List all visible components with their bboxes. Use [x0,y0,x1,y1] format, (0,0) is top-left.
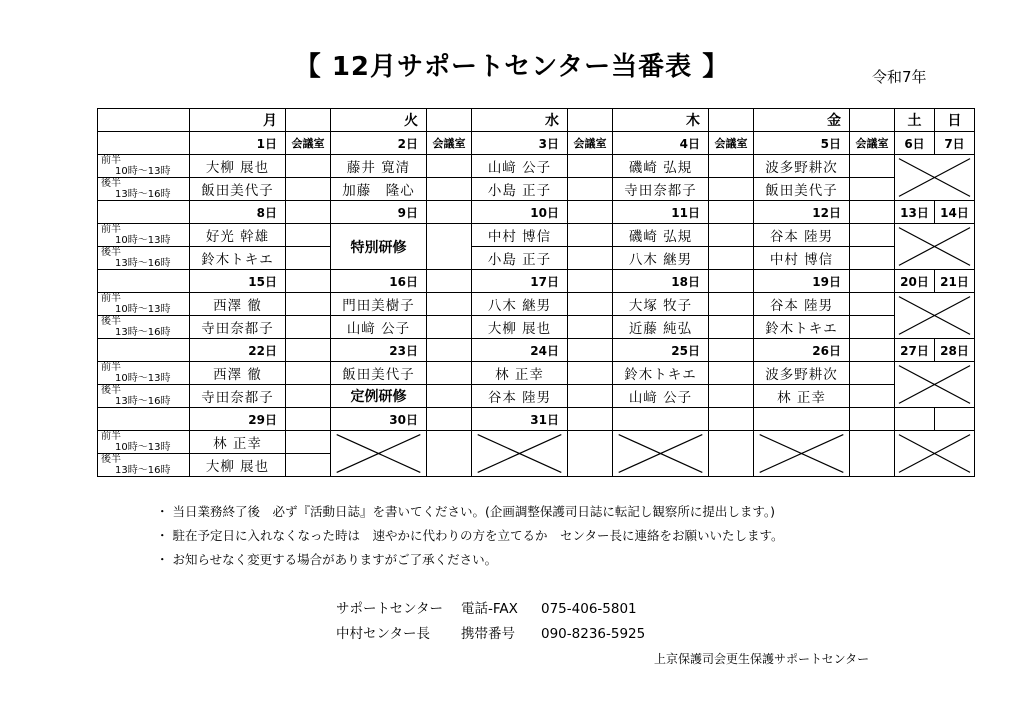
pm-slot-label: 後半 13時〜16時 [98,247,190,270]
meeting-room-header: 会議室 [568,132,613,155]
duty-name: 大柳 展也 [472,316,568,339]
duty-name: 山﨑 公子 [331,316,427,339]
date-cell: 6日 [895,132,935,155]
date-cell: 21日 [935,270,975,293]
date-cell: 5日 [754,132,850,155]
duty-name: 門田美樹子 [331,293,427,316]
closed-cross-mark [895,431,975,477]
date-cell: 9日 [331,201,427,224]
duty-name: 好光 幹雄 [190,224,286,247]
am-row [98,155,975,178]
date-row [98,201,975,224]
note-item: ・ 駐在予定日に入れなくなった時は 速やかに代わりの方を立てるか センター長に連絡をお願いいたします。 [156,528,784,543]
mobile-label: 携帯番号 [461,626,515,642]
weekday-fri: 金 [754,109,850,132]
duty-name: 林 正幸 [190,431,286,454]
duty-name: 波多野耕次 [754,155,850,178]
pm-slot-label: 後半 13時〜16時 [98,178,190,201]
meeting-room-header: 会議室 [709,132,754,155]
date-cell: 1日 [190,132,286,155]
closed-cross-mark [895,155,975,201]
date-cell: 29日 [190,408,286,431]
date-cell: 25日 [613,339,709,362]
duty-name: 谷本 陸男 [754,224,850,247]
duty-name: 八木 継男 [613,247,709,270]
date-row [98,270,975,293]
am-row [98,224,975,247]
pm-row [98,316,975,339]
am-row [98,431,975,454]
am-row [98,293,975,316]
am-row [98,362,975,385]
note-item: ・ お知らせなく変更する場合がありますがご了承ください。 [156,552,498,567]
date-cell: 12日 [754,201,850,224]
weekday-header-row [98,109,975,132]
regular-training-cell: 定例研修 [331,385,427,408]
duty-name: 中村 博信 [472,224,568,247]
weekday-mon: 月 [190,109,286,132]
am-slot-label: 前半 10時〜13時 [98,293,190,316]
duty-name: 飯田美代子 [754,178,850,201]
pm-row [98,178,975,201]
head-label: 中村センター長 [336,626,430,642]
duty-name: 西澤 徹 [190,362,286,385]
closed-cross-mark [754,431,850,477]
date-cell: 18日 [613,270,709,293]
date-cell: 2日 [331,132,427,155]
date-row [98,408,975,431]
duty-name: 藤井 寛清 [331,155,427,178]
duty-name: 近藤 純弘 [613,316,709,339]
duty-name: 八木 継男 [472,293,568,316]
special-training-cell: 特別研修 [331,224,427,270]
am-slot-label: 前半 10時〜13時 [98,155,190,178]
duty-name: 山﨑 公子 [613,385,709,408]
duty-name: 飯田美代子 [331,362,427,385]
date-row [98,132,975,155]
year-label: 令和7年 [872,68,927,86]
duty-name: 磯崎 弘規 [613,224,709,247]
duty-name: 中村 博信 [754,247,850,270]
date-cell: 7日 [935,132,975,155]
date-cell: 27日 [895,339,935,362]
corner-cell [98,109,190,132]
notes-list [156,500,783,572]
organization-footer: 上京保護司会更生保護サポートセンター [654,652,870,666]
date-cell: 15日 [190,270,286,293]
date-cell: 13日 [895,201,935,224]
pm-slot-label: 後半 13時〜16時 [98,316,190,339]
duty-schedule-table [97,108,975,477]
duty-name: 寺田奈都子 [190,385,286,408]
meeting-room-header: 会議室 [286,132,331,155]
duty-name: 小島 正子 [472,247,568,270]
duty-name: 波多野耕次 [754,362,850,385]
weekday-sat: 土 [895,109,935,132]
weekday-wed: 水 [472,109,568,132]
pm-slot-label: 後半 13時〜16時 [98,385,190,408]
weekday-sun: 日 [935,109,975,132]
date-cell: 19日 [754,270,850,293]
date-cell: 22日 [190,339,286,362]
am-slot-label: 前半 10時〜13時 [98,362,190,385]
am-slot-label: 前半 10時〜13時 [98,224,190,247]
duty-name: 大塚 牧子 [613,293,709,316]
date-cell: 31日 [472,408,568,431]
duty-name: 鈴木トキエ [613,362,709,385]
closed-cross-mark [895,224,975,270]
duty-name: 寺田奈都子 [613,178,709,201]
center-label: サポートセンター [336,601,444,617]
duty-name: 林 正幸 [472,362,568,385]
duty-name: 鈴木トキエ [190,247,286,270]
weekday-thu: 木 [613,109,709,132]
date-cell: 10日 [472,201,568,224]
duty-name: 磯崎 弘規 [613,155,709,178]
note-item: ・ 当日業務終了後 必ず『活動日誌』を書いてください。(企画調整保護司日誌に転記し観察所に提出します。) [156,504,775,519]
date-cell: 30日 [331,408,427,431]
closed-cross-mark [331,431,427,477]
duty-name: 谷本 陸男 [472,385,568,408]
date-cell: 3日 [472,132,568,155]
duty-name: 鈴木トキエ [754,316,850,339]
date-cell: 20日 [895,270,935,293]
meeting-room-header: 会議室 [427,132,472,155]
tel-label: 電話-FAX [461,601,518,617]
duty-name: 林 正幸 [754,385,850,408]
page-title: 【 12月サポートセンター当番表 】 [294,52,730,82]
pm-row [98,385,975,408]
date-cell: 11日 [613,201,709,224]
tel-number: 075-406-5801 [541,601,637,617]
weekday-tue: 火 [331,109,427,132]
mobile-number: 090-8236-5925 [541,626,646,642]
duty-name: 加藤 隆心 [331,178,427,201]
date-cell: 24日 [472,339,568,362]
date-cell: 23日 [331,339,427,362]
am-slot-label: 前半 10時〜13時 [98,431,190,454]
duty-name: 飯田美代子 [190,178,286,201]
date-cell: 4日 [613,132,709,155]
date-cell: 14日 [935,201,975,224]
contact-block [336,597,645,647]
pm-row [98,247,975,270]
duty-name: 西澤 徹 [190,293,286,316]
date-cell: 28日 [935,339,975,362]
duty-name: 小島 正子 [472,178,568,201]
closed-cross-mark [472,431,568,477]
pm-slot-label: 後半 13時〜16時 [98,454,190,477]
date-row [98,339,975,362]
duty-name: 大柳 展也 [190,454,286,477]
duty-name: 谷本 陸男 [754,293,850,316]
closed-cross-mark [895,362,975,408]
date-cell: 17日 [472,270,568,293]
duty-name: 山﨑 公子 [472,155,568,178]
closed-cross-mark [895,293,975,339]
duty-name: 寺田奈都子 [190,316,286,339]
date-cell: 16日 [331,270,427,293]
date-cell: 8日 [190,201,286,224]
date-cell: 26日 [754,339,850,362]
meeting-room-header: 会議室 [850,132,895,155]
closed-cross-mark [613,431,709,477]
duty-name: 大柳 展也 [190,155,286,178]
